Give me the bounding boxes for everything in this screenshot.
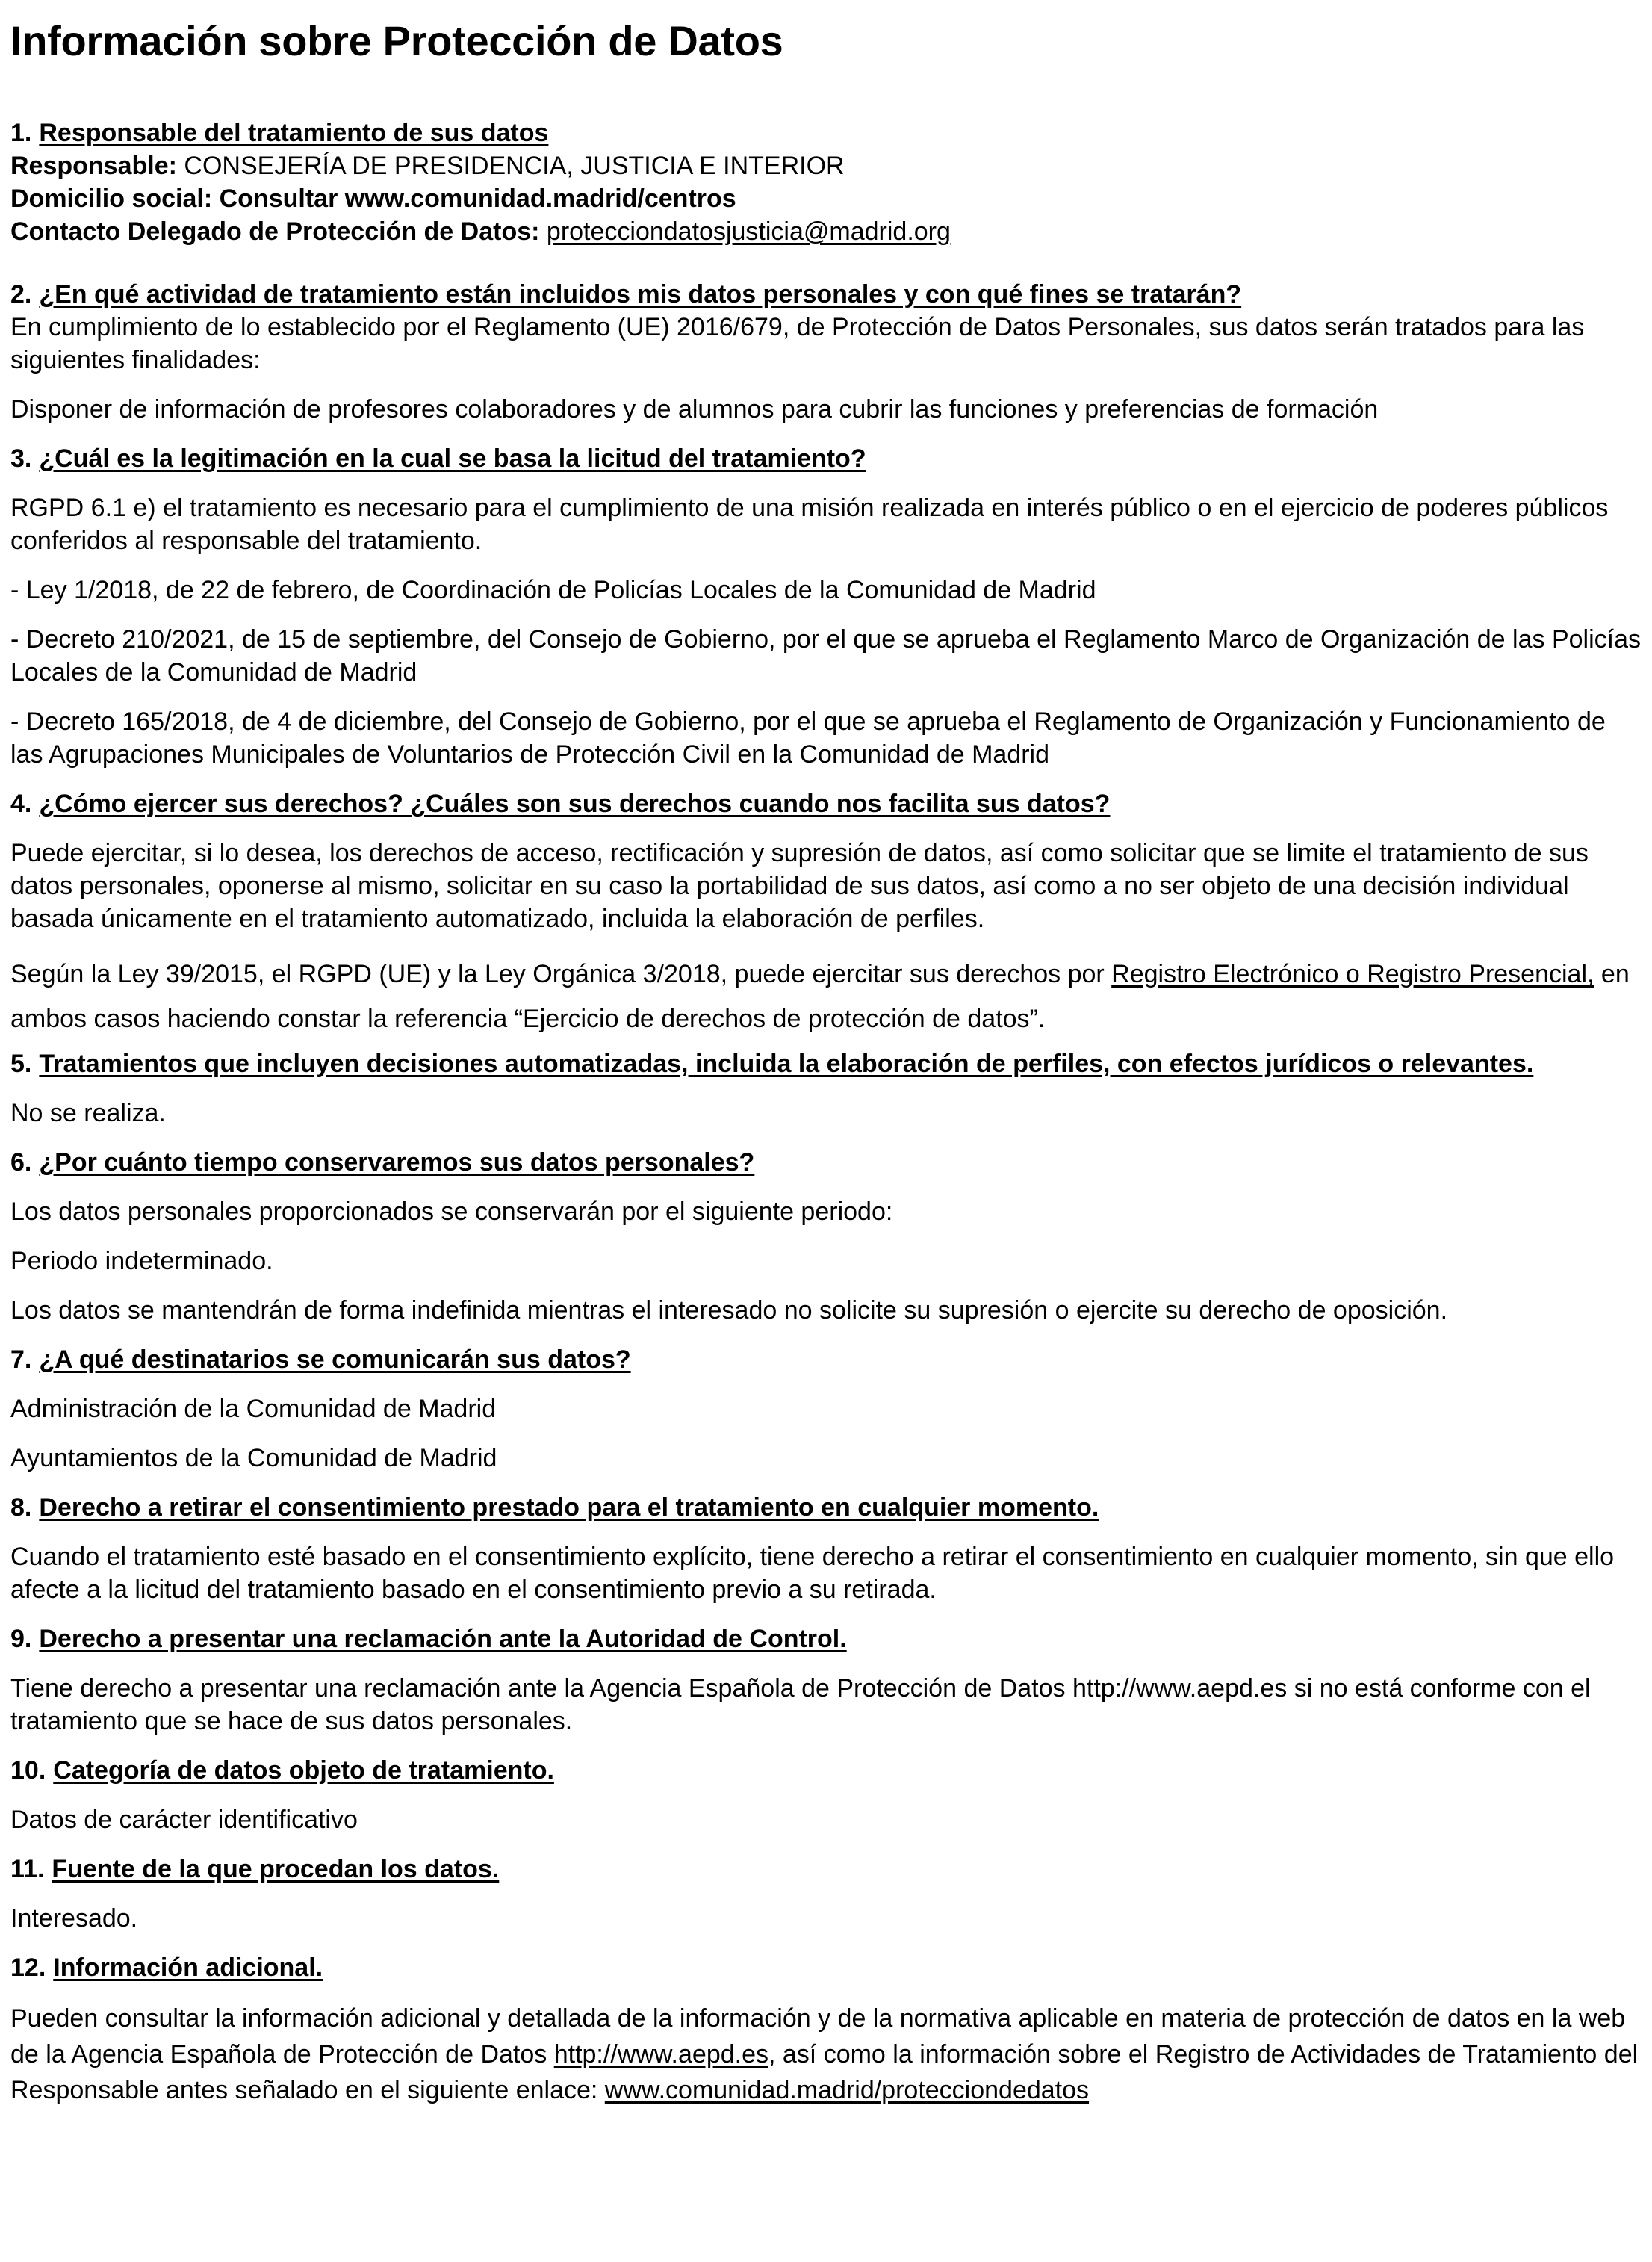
responsable-value: CONSEJERÍA DE PRESIDENCIA, JUSTICIA E INTERIOR xyxy=(176,152,845,180)
paragraph: Ayuntamientos de la Comunidad de Madrid xyxy=(10,1444,497,1472)
section-10-heading xyxy=(10,1754,1642,1787)
paragraph xyxy=(10,952,1642,1041)
section-4-heading xyxy=(10,787,1642,820)
paragraph: - Decreto 165/2018, de 4 de diciembre, del Consejo de Gobierno, por el que se aprueba el Reglamento de Organización y Funcionamiento de las Agrupaciones Municipales de Voluntarios de Protección Civil en la Comunidad de Madrid xyxy=(10,707,1606,769)
paragraph: Periodo indeterminado. xyxy=(10,1247,273,1275)
text: Pueden consultar la información adicional y detallada de la información y de la normativa aplicable en materia de protección de datos en la web de la Agencia Española de Protección de Datos xyxy=(10,2004,1626,2069)
section-number: 2. xyxy=(10,280,32,309)
text: , así como la información sobre el Registro de Actividades de Tratamiento del Responsable antes señalado en el siguiente enlace: xyxy=(10,2040,1639,2104)
contacto-line xyxy=(10,215,1642,248)
proteccion-datos-link[interactable]: www.comunidad.madrid/protecciondedatos xyxy=(604,2076,1090,2104)
paragraph: Interesado. xyxy=(10,1904,138,1933)
section-number: 3. xyxy=(10,444,32,473)
section-number: 12. xyxy=(10,1953,46,1982)
section-1-heading xyxy=(10,117,1642,149)
section-title: Fuente de la que procedan los datos. xyxy=(52,1855,500,1883)
section-9-heading xyxy=(10,1623,1642,1655)
text: en ambos casos haciendo constar la referencia “Ejercicio de derechos de protección de datos”. xyxy=(10,960,1630,1033)
paragraph: Disponer de información de profesores colaboradores y de alumnos para cubrir las funciones y preferencias de formación xyxy=(10,395,1379,424)
section-title: Tratamientos que incluyen decisiones automatizadas, incluida la elaboración de perfiles, con efectos jurídicos o relevantes. xyxy=(39,1050,1534,1078)
paragraph: RGPD 6.1 e) el tratamiento es necesario para el cumplimiento de una misión realizada en interés público o en el ejercicio de poderes públicos conferidos al responsable del tratamiento. xyxy=(10,494,1609,555)
section-title: ¿Cuál es la legitimación en la cual se basa la licitud del tratamiento? xyxy=(39,444,866,473)
section-number: 11. xyxy=(10,1855,45,1883)
contacto-label: Contacto Delegado de Protección de Datos: xyxy=(10,217,540,246)
paragraph: Tiene derecho a presentar una reclamación ante la Agencia Española de Protección de Datos http://www.aepd.es si no está conforme con el tratamiento que se hace de sus datos personales. xyxy=(10,1674,1591,1735)
paragraph: Administración de la Comunidad de Madrid xyxy=(10,1395,497,1423)
section-title: ¿Por cuánto tiempo conservaremos sus datos personales? xyxy=(39,1148,755,1177)
paragraph: Los datos personales proporcionados se conservarán por el siguiente periodo: xyxy=(10,1197,893,1226)
responsable-line xyxy=(10,149,1642,182)
section-title: ¿Cómo ejercer sus derechos? ¿Cuáles son sus derechos cuando nos facilita sus datos? xyxy=(39,790,1111,818)
section-title: ¿A qué destinatarios se comunicarán sus datos? xyxy=(39,1345,631,1374)
section-5-heading xyxy=(10,1047,1642,1080)
paragraph: - Ley 1/2018, de 22 de febrero, de Coordinación de Policías Locales de la Comunidad de Madrid xyxy=(10,576,1096,604)
section-number: 1. xyxy=(10,119,32,147)
section-8-heading xyxy=(10,1491,1642,1524)
responsable-label: Responsable: xyxy=(10,152,177,180)
paragraph: Puede ejercitar, si lo desea, los derechos de acceso, rectificación y supresión de datos, así como solicitar que se limite el tratamiento de sus datos personales, oponerse al mismo, solicitar en su caso la portabilidad de sus datos, así como a no ser objeto de una decisión individual basada únicamente en el tratamiento automatizado, incluida la elaboración de perfiles. xyxy=(10,839,1589,933)
section-number: 9. xyxy=(10,1625,32,1653)
section-12-heading xyxy=(10,1951,1642,1984)
section-title: Categoría de datos objeto de tratamiento. xyxy=(53,1756,554,1785)
section-number: 8. xyxy=(10,1493,32,1522)
section-3-heading xyxy=(10,442,1642,475)
section-number: 6. xyxy=(10,1148,32,1177)
domicilio-line: Domicilio social: Consultar www.comunidad.madrid/centros xyxy=(10,185,736,213)
section-11-heading xyxy=(10,1853,1642,1885)
paragraph xyxy=(10,2001,1642,2108)
section-6-heading xyxy=(10,1146,1642,1179)
section-title: Derecho a retirar el consentimiento prestado para el tratamiento en cualquier momento. xyxy=(39,1493,1099,1522)
section-number: 4. xyxy=(10,790,32,818)
text: Según la Ley 39/2015, el RGPD (UE) y la Ley Orgánica 3/2018, puede ejercitar sus derechos por xyxy=(10,960,1112,988)
page-title: Información sobre Protección de Datos xyxy=(10,17,783,64)
section-number: 7. xyxy=(10,1345,32,1374)
section-title: Información adicional. xyxy=(53,1953,323,1982)
paragraph: Cuando el tratamiento esté basado en el consentimiento explícito, tiene derecho a retirar el consentimiento en cualquier momento, sin que ello afecte a la licitud del tratamiento basado en el consentimiento previo a su retirada. xyxy=(10,1543,1615,1604)
paragraph: No se realiza. xyxy=(10,1099,166,1127)
section-number: 10. xyxy=(10,1756,46,1785)
paragraph: En cumplimiento de lo establecido por el Reglamento (UE) 2016/679, de Protección de Datos Personales, sus datos serán tratados para las siguientes finalidades: xyxy=(10,313,1585,374)
section-title: Responsable del tratamiento de sus datos xyxy=(39,119,549,147)
section-title: ¿En qué actividad de tratamiento están incluidos mis datos personales y con qué fines se tratarán? xyxy=(39,280,1242,309)
section-7-heading xyxy=(10,1343,1642,1376)
section-title: Derecho a presentar una reclamación ante la Autoridad de Control. xyxy=(39,1625,847,1653)
section-number: 5. xyxy=(10,1050,32,1078)
aepd-link[interactable]: http://www.aepd.es xyxy=(553,2040,768,2069)
registro-link[interactable]: Registro Electrónico o Registro Presencial, xyxy=(1111,960,1594,988)
paragraph: Datos de carácter identificativo xyxy=(10,1806,358,1834)
paragraph: - Decreto 210/2021, de 15 de septiembre, del Consejo de Gobierno, por el que se aprueba el Reglamento Marco de Organización de las Policías Locales de la Comunidad de Madrid xyxy=(10,625,1641,687)
section-2-heading xyxy=(10,278,1642,311)
paragraph: Los datos se mantendrán de forma indefinida mientras el interesado no solicite su supresión o ejercite su derecho de oposición. xyxy=(10,1296,1448,1324)
contacto-email-link[interactable]: protecciondatosjusticia@madrid.org xyxy=(546,217,951,246)
